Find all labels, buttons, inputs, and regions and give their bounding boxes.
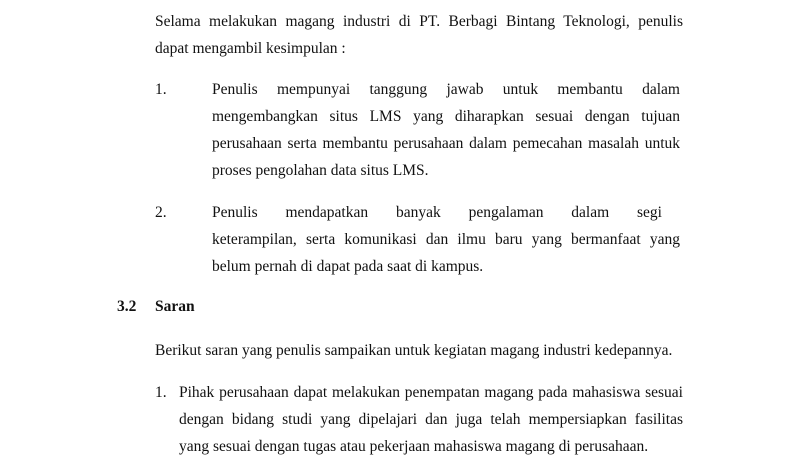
list-item-line: mengembangkan situs LMS yang diharapkan sesuai dengan tujuan bbox=[212, 108, 680, 125]
list-item-line: belum pernah di dapat pada saat di kampus. bbox=[212, 258, 484, 275]
intro-line: Selama melakukan magang industri di PT. Berbagi Bintang Teknologi, penulis bbox=[155, 13, 683, 30]
list-item-line: keterampilan, serta komunikasi dan ilmu baru yang bermanfaat yang bbox=[212, 231, 680, 248]
list-number: 1. bbox=[155, 81, 167, 98]
section-number: 3.2 bbox=[117, 298, 137, 315]
section-title: Saran bbox=[155, 298, 195, 315]
list-item-line: yang sesuai dengan tugas atau pekerjaan mahasiswa magang di perusahaan. bbox=[179, 438, 649, 455]
intro-line: dapat mengambil kesimpulan : bbox=[155, 40, 346, 57]
list-item-line: Penulis mempunyai tanggung jawab untuk membantu dalam bbox=[212, 81, 680, 98]
suggestion-intro: Berikut saran yang penulis sampaikan untuk kegiatan magang industri kedepannya. bbox=[155, 342, 673, 359]
list-item-line: proses pengolahan data situs LMS. bbox=[212, 162, 429, 179]
list-number: 2. bbox=[155, 204, 167, 221]
list-item-line: Penulis mendapatkan banyak pengalaman dalam segi bbox=[212, 204, 662, 221]
list-item-line: perusahaan serta membantu perusahaan dalam pemecahan masalah untuk bbox=[212, 135, 680, 152]
list-item-line: Pihak perusahaan dapat melakukan penempatan magang pada mahasiswa sesuai bbox=[179, 384, 683, 401]
list-item-line: dengan bidang studi yang dipelajari dan juga telah mempersiapkan fasilitas bbox=[179, 411, 683, 428]
list-number: 1. bbox=[155, 384, 167, 401]
